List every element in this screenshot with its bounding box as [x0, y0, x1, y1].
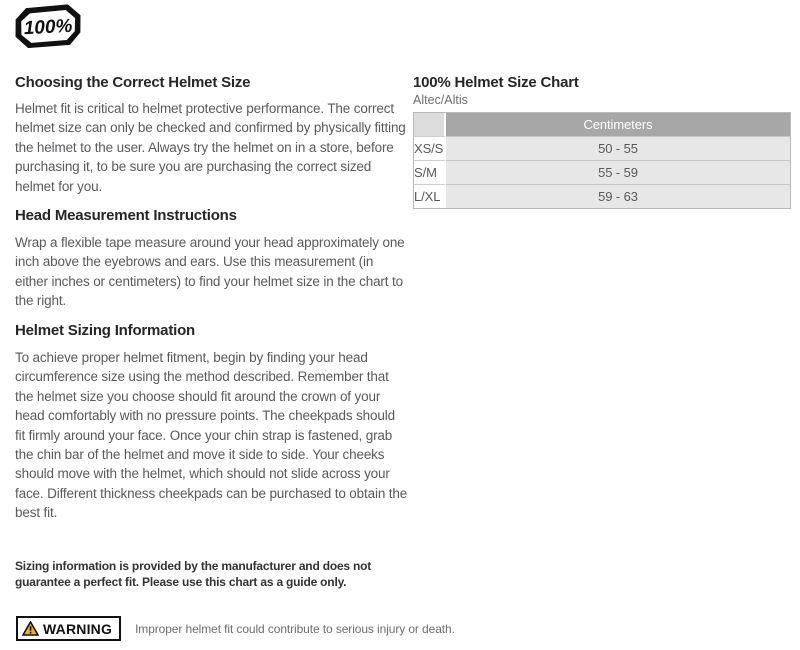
size-value-cell: 59 - 63 [446, 184, 790, 208]
section-heading-choosing-size: Choosing the Correct Helmet Size [15, 74, 251, 91]
brand-logo-100-percent-icon [14, 4, 82, 48]
warning-triangle-icon [22, 621, 39, 636]
table-row [414, 160, 790, 184]
warning-label: WARNING [43, 620, 113, 637]
size-value-cell: 55 - 59 [446, 160, 790, 184]
section-body-sizing-information: To achieve proper helmet fitment, begin by finding your head circumference size using the method described. Remember that the helmet size you choose should fit around the crown of your head comfortably with no pressure points. The cheekpads should fit firmly around your face. Once your chin strap is fastened, grab the chin bar of the helmet and move it side to side. Your cheeks should move with the helmet, which should not slide across your face. Different thickness cheekpads can be purchased to obtain the best fit. [15, 350, 408, 521]
section-body-head-measurement: Wrap a flexible tape measure around your head approximately one inch above the eyebrows and ears. Use this measurement (in either inches or centimeters) to find your helmet size in the chart to the right. [15, 235, 405, 309]
size-label-cell: S/M [414, 160, 446, 184]
size-label-cell: XS/S [414, 136, 446, 160]
table-centimeters-header: Centimeters [446, 113, 790, 136]
size-label-cell: L/XL [414, 184, 446, 208]
section-body-choosing-size: Helmet fit is critical to helmet protective performance. The correct helmet size can only be checked and confirmed by physically fitting the helmet to the user. Always try the helmet on in a store, before purchasing it, to be sure you are purchasing the correct sized helmet for you. [15, 101, 406, 194]
warning-text: Improper helmet fit could contribute to serious injury or death. [135, 621, 455, 636]
table-corner-cell [414, 113, 446, 136]
warning-row [16, 616, 455, 641]
size-value-cell: 50 - 55 [446, 136, 790, 160]
table-row [414, 184, 790, 208]
helmet-size-table [413, 112, 791, 209]
table-row [414, 136, 790, 160]
manufacturer-disclaimer: Sizing information is provided by the manufacturer and does not guarantee a perfect fit. Please use this chart as a guide only. [15, 559, 372, 589]
size-chart-title: 100% Helmet Size Chart [413, 74, 579, 91]
size-chart-subtitle: Altec/Altis [413, 93, 468, 107]
table-header-row [414, 113, 790, 136]
warning-badge [16, 616, 121, 641]
section-heading-sizing-information: Helmet Sizing Information [15, 322, 196, 339]
logo-text: 100% [23, 15, 73, 40]
section-heading-head-measurement: Head Measurement Instructions [15, 207, 237, 224]
